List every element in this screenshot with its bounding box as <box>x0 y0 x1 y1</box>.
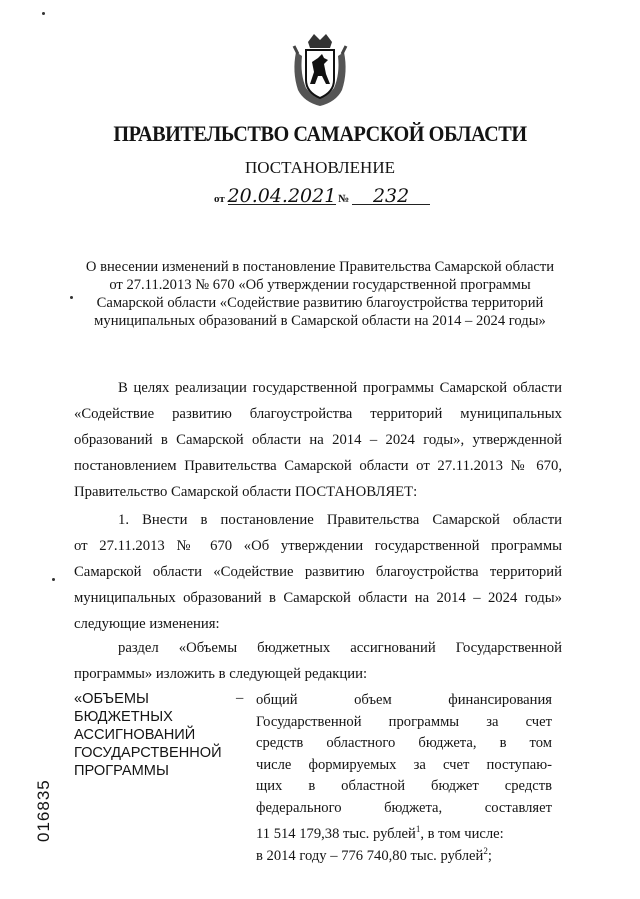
year-suffix: ; <box>487 847 492 864</box>
text-line: средств областного бюджета, в том <box>256 735 552 751</box>
text-line: общий объем финансирования <box>256 692 552 708</box>
total-suffix: , в том числе: <box>420 825 504 842</box>
subject-line: О внесении изменений в постановление Правительства Самарской области <box>85 259 555 275</box>
year-2014-line <box>256 841 552 863</box>
text-line: муниципальных образований в Самарской области на 2014 – 2024 годы» <box>74 590 562 606</box>
separator-dash: – <box>236 690 244 706</box>
date-number-line <box>214 185 430 207</box>
footnote-1: 1 <box>415 824 421 834</box>
samara-coat-of-arms-icon <box>288 32 352 108</box>
text-line: Государственной программы за счет <box>256 713 552 730</box>
text-line: В целях реализации государственной программы Самарской области <box>118 380 562 396</box>
number-value: 232 <box>352 188 430 205</box>
section-paragraph <box>74 635 562 687</box>
document-subject <box>0 258 640 330</box>
text-line: раздел «Объемы бюджетных ассигнований Государственной <box>118 640 562 656</box>
subject-line: Самарской области «Содействие развитию благоустройства территорий <box>96 295 544 311</box>
text-line: образований в Самарской области на 2014 – 2024 годы», утвержденной <box>74 432 562 448</box>
text-line: постановлением Правительства Самарской области от 27.11.2013 № 670, <box>74 458 562 474</box>
year-amount: в 2014 году – 776 740,80 тыс. рублей <box>256 847 484 864</box>
title-line: АССИГНОВАНИЙ <box>74 727 196 743</box>
text-line: 1. Внести в постановление Правительства Самарской области <box>118 512 562 528</box>
text-line: Правительство Самарской области ПОСТАНОВЛЯЕТ: <box>74 484 418 500</box>
item-1-paragraph <box>74 507 562 637</box>
margin-stamp-number: 016835 <box>34 779 53 842</box>
text-line: «Содействие развитию благоустройства территорий муниципальных <box>74 406 562 422</box>
scan-speck <box>52 578 55 581</box>
text-line: следующие изменения: <box>74 616 220 632</box>
date-label: от <box>214 193 225 205</box>
scan-speck <box>42 12 45 15</box>
scan-speck <box>70 296 73 299</box>
text-line: от 27.11.2013 № 670 «Об утверждении государственной программы <box>74 538 562 554</box>
title-line: ПРОГРАММЫ <box>74 763 169 779</box>
footnote-2: 2 <box>483 845 488 856</box>
title-line: «ОБЪЕМЫ <box>74 691 149 707</box>
subject-line: от 27.11.2013 № 670 «Об утверждении государственной программы <box>109 277 531 293</box>
number-label: № <box>338 193 350 205</box>
text-line: числе формируемых за счет поступаю- <box>256 756 552 773</box>
text-line: федерального бюджета, составляет <box>256 799 552 816</box>
document-type: ПОСТАНОВЛЕНИЕ <box>244 158 395 177</box>
date-value: 20.04.2021 <box>227 185 337 207</box>
budget-section-title <box>74 690 222 780</box>
preamble-paragraph <box>74 375 562 505</box>
text-line: программы» изложить в следующей редакции: <box>74 666 368 682</box>
text-line: щих в областной бюджет средств <box>256 778 552 794</box>
total-amount: 11 514 179,38 тыс. рублей <box>256 825 416 842</box>
total-amount-line <box>256 819 552 841</box>
subject-line: муниципальных образований в Самарской области на 2014 – 2024 годы» <box>94 313 546 329</box>
text-line: Самарской области «Содействие развитию благоустройства территорий <box>74 564 562 580</box>
title-line: ГОСУДАРСТВЕННОЙ <box>74 745 222 761</box>
title-line: БЮДЖЕТНЫХ <box>74 709 173 725</box>
budget-section-text <box>256 690 552 862</box>
government-title: ПРАВИТЕЛЬСТВО САМАРСКОЙ ОБЛАСТИ <box>113 121 527 146</box>
